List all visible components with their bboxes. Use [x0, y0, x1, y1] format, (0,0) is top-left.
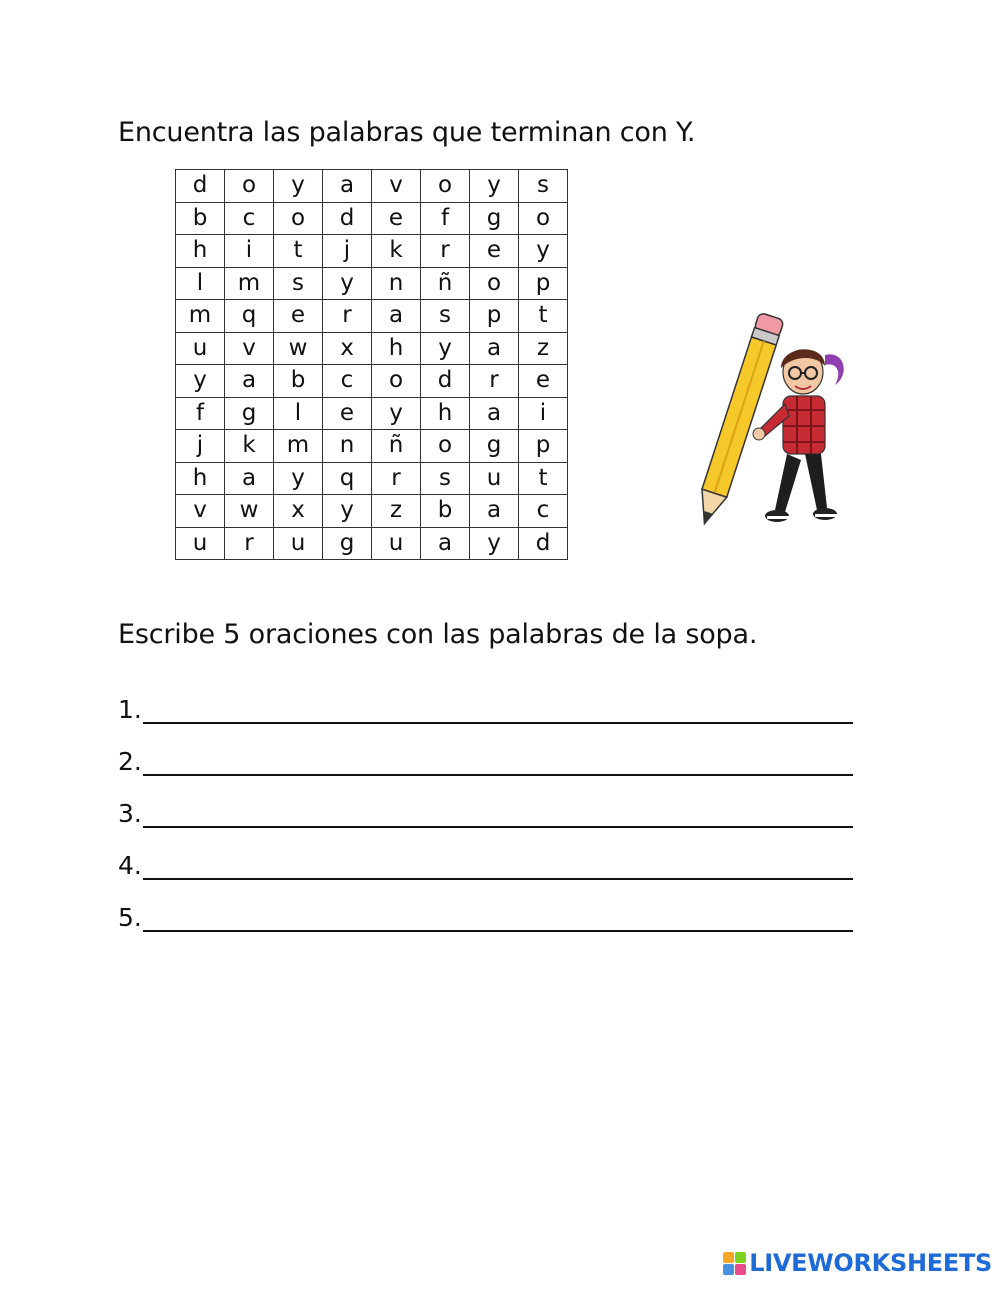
- answer-blank[interactable]: [143, 856, 853, 880]
- grid-row: [176, 397, 568, 430]
- answer-lines: [118, 672, 858, 932]
- instruction-find-words: Encuentra las palabras que terminan con Y.: [118, 117, 696, 148]
- grid-cell[interactable]: o: [372, 365, 421, 398]
- answer-line: [118, 776, 858, 828]
- grid-cell[interactable]: v: [176, 495, 225, 528]
- grid-cell[interactable]: h: [176, 235, 225, 268]
- grid-row: [176, 170, 568, 203]
- grid-cell[interactable]: y: [421, 332, 470, 365]
- grid-cell[interactable]: y: [323, 267, 372, 300]
- grid-cell[interactable]: a: [225, 365, 274, 398]
- grid-cell[interactable]: u: [372, 527, 421, 560]
- grid-cell[interactable]: a: [470, 397, 519, 430]
- answer-line: [118, 828, 858, 880]
- grid-cell[interactable]: g: [470, 202, 519, 235]
- logo-square: [735, 1252, 746, 1263]
- answer-blank[interactable]: [143, 804, 853, 828]
- grid-cell[interactable]: e: [470, 235, 519, 268]
- grid-row: [176, 527, 568, 560]
- grid-cell[interactable]: e: [519, 365, 568, 398]
- grid-cell[interactable]: r: [372, 462, 421, 495]
- grid-cell[interactable]: q: [225, 300, 274, 333]
- grid-cell[interactable]: s: [519, 170, 568, 203]
- grid-cell[interactable]: n: [323, 430, 372, 463]
- grid-cell[interactable]: u: [176, 332, 225, 365]
- grid-cell[interactable]: d: [176, 170, 225, 203]
- grid-cell[interactable]: h: [372, 332, 421, 365]
- grid-cell[interactable]: m: [225, 267, 274, 300]
- grid-cell[interactable]: c: [323, 365, 372, 398]
- grid-cell[interactable]: d: [323, 202, 372, 235]
- grid-cell[interactable]: n: [372, 267, 421, 300]
- grid-cell[interactable]: g: [225, 397, 274, 430]
- grid-cell[interactable]: f: [421, 202, 470, 235]
- grid-cell[interactable]: o: [274, 202, 323, 235]
- grid-row: [176, 430, 568, 463]
- grid-cell[interactable]: s: [421, 462, 470, 495]
- grid-cell[interactable]: u: [274, 527, 323, 560]
- grid-cell[interactable]: u: [470, 462, 519, 495]
- grid-cell[interactable]: x: [274, 495, 323, 528]
- grid-cell[interactable]: y: [274, 462, 323, 495]
- grid-cell[interactable]: o: [421, 430, 470, 463]
- grid-cell[interactable]: k: [372, 235, 421, 268]
- logo-square: [735, 1264, 746, 1275]
- grid-cell[interactable]: r: [421, 235, 470, 268]
- grid-cell[interactable]: ñ: [372, 430, 421, 463]
- grid-cell[interactable]: o: [470, 267, 519, 300]
- grid-cell[interactable]: r: [225, 527, 274, 560]
- grid-cell[interactable]: y: [323, 495, 372, 528]
- grid-cell[interactable]: w: [225, 495, 274, 528]
- logo-square: [723, 1252, 734, 1263]
- grid-cell[interactable]: a: [470, 332, 519, 365]
- grid-cell[interactable]: c: [225, 202, 274, 235]
- answer-line: [118, 880, 858, 932]
- grid-cell[interactable]: p: [519, 430, 568, 463]
- grid-row: [176, 495, 568, 528]
- grid-cell[interactable]: t: [519, 462, 568, 495]
- answer-number: 4.: [118, 851, 142, 880]
- grid-cell[interactable]: g: [323, 527, 372, 560]
- answer-number: 3.: [118, 799, 142, 828]
- grid-cell[interactable]: o: [225, 170, 274, 203]
- grid-cell[interactable]: h: [176, 462, 225, 495]
- grid-cell[interactable]: b: [421, 495, 470, 528]
- answer-line: [118, 724, 858, 776]
- answer-line: [118, 672, 858, 724]
- grid-cell[interactable]: w: [274, 332, 323, 365]
- grid-cell[interactable]: s: [274, 267, 323, 300]
- grid-row: [176, 235, 568, 268]
- grid-row: [176, 462, 568, 495]
- answer-blank[interactable]: [143, 752, 853, 776]
- grid-cell[interactable]: j: [323, 235, 372, 268]
- grid-cell[interactable]: j: [176, 430, 225, 463]
- grid-row: [176, 202, 568, 235]
- grid-cell[interactable]: y: [176, 365, 225, 398]
- girl-with-pencil-icon: [685, 300, 855, 540]
- grid-cell[interactable]: e: [372, 202, 421, 235]
- grid-cell[interactable]: i: [519, 397, 568, 430]
- grid-cell[interactable]: k: [225, 430, 274, 463]
- grid-cell[interactable]: d: [421, 365, 470, 398]
- grid-cell[interactable]: a: [421, 527, 470, 560]
- grid-cell[interactable]: t: [519, 300, 568, 333]
- grid-row: [176, 365, 568, 398]
- grid-cell[interactable]: z: [372, 495, 421, 528]
- instruction-write-sentences: Escribe 5 oraciones con las palabras de la sopa.: [118, 619, 758, 650]
- grid-cell[interactable]: s: [421, 300, 470, 333]
- brand-footer: [723, 1249, 992, 1277]
- grid-cell[interactable]: a: [225, 462, 274, 495]
- answer-blank[interactable]: [143, 700, 853, 724]
- grid-cell[interactable]: ñ: [421, 267, 470, 300]
- answer-blank[interactable]: [143, 908, 853, 932]
- grid-cell[interactable]: o: [421, 170, 470, 203]
- grid-cell[interactable]: x: [323, 332, 372, 365]
- grid-cell[interactable]: l: [176, 267, 225, 300]
- grid-cell[interactable]: v: [225, 332, 274, 365]
- grid-cell[interactable]: g: [470, 430, 519, 463]
- grid-cell[interactable]: d: [519, 527, 568, 560]
- grid-cell[interactable]: r: [323, 300, 372, 333]
- grid-cell[interactable]: y: [470, 527, 519, 560]
- grid-cell[interactable]: m: [176, 300, 225, 333]
- grid-cell[interactable]: f: [176, 397, 225, 430]
- grid-cell[interactable]: t: [274, 235, 323, 268]
- grid-cell[interactable]: i: [225, 235, 274, 268]
- grid-cell[interactable]: a: [323, 170, 372, 203]
- grid-cell[interactable]: y: [470, 170, 519, 203]
- grid-cell[interactable]: c: [519, 495, 568, 528]
- grid-cell[interactable]: m: [274, 430, 323, 463]
- grid-cell[interactable]: p: [519, 267, 568, 300]
- grid-cell[interactable]: y: [372, 397, 421, 430]
- word-search-grid: [175, 169, 568, 560]
- grid-cell[interactable]: b: [176, 202, 225, 235]
- answer-number: 2.: [118, 747, 142, 776]
- grid-cell[interactable]: u: [176, 527, 225, 560]
- grid-cell[interactable]: e: [323, 397, 372, 430]
- grid-cell[interactable]: l: [274, 397, 323, 430]
- grid-row: [176, 300, 568, 333]
- grid-row: [176, 267, 568, 300]
- grid-cell[interactable]: q: [323, 462, 372, 495]
- grid-cell[interactable]: e: [274, 300, 323, 333]
- grid-cell[interactable]: o: [519, 202, 568, 235]
- grid-cell[interactable]: z: [519, 332, 568, 365]
- grid-cell[interactable]: y: [274, 170, 323, 203]
- grid-cell[interactable]: a: [372, 300, 421, 333]
- answer-number: 5.: [118, 903, 142, 932]
- grid-cell[interactable]: y: [519, 235, 568, 268]
- grid-cell[interactable]: v: [372, 170, 421, 203]
- grid-cell[interactable]: r: [470, 365, 519, 398]
- grid-row: [176, 332, 568, 365]
- logo-square: [723, 1264, 734, 1275]
- liveworksheets-logo-icon: [723, 1252, 746, 1275]
- grid-cell[interactable]: b: [274, 365, 323, 398]
- grid-cell[interactable]: p: [470, 300, 519, 333]
- brand-name: LIVEWORKSHEETS: [749, 1249, 992, 1277]
- grid-cell[interactable]: h: [421, 397, 470, 430]
- answer-number: 1.: [118, 695, 142, 724]
- grid-cell[interactable]: a: [470, 495, 519, 528]
